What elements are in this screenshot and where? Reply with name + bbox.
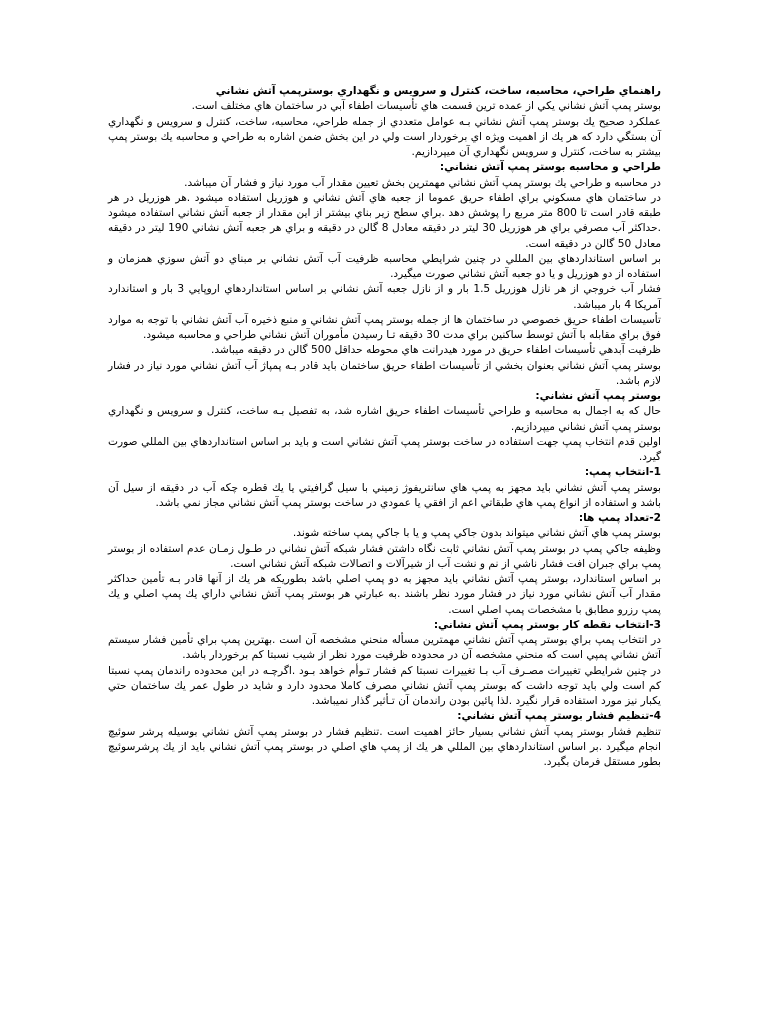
- design-paragraph-2: در ساختمان هاي مسكوني براي اطفاء حريق عموما از جعبه هاي آتش نشاني و هوزريل استفاده ميشود .هر هوزريل در هر طبقه قادر است تا 800 متر مربع را پوشش دهد .براي سطح زير بناي بيشتر از اين مقدار از جعبه آتش نشاني استفاده ميشود .حداكثر آب مصرفي براي هر هوزريل 30 ليتر در دقيقه معادل 8 گالن در دقيقه و براي هر جعبه آتش نشاني 190 ليتر در دقيقه معادل 50 گالن در دقيقه است.: [108, 191, 662, 250]
- intro-paragraph-2: عملكرد صحيح يك بوستر پمپ آتش نشاني بـه عوامل متعددي از جمله طراحي، محاسبه، ساخت، كنترل و سرويس و نگهداري آن بستگي دارد كه هر يك از اهميت ويژه اي برخوردار است ولي در اين بخش ضمن اشاره به طراحي و محاسبه يك بوستر پمپ بيشتر به ساخت، كنترل و سرويس نگهداري آن ميپردازيم.: [108, 115, 661, 158]
- section-heading-design: طراحي و محاسبه بوستر پمپ آتش نشاني:: [439, 161, 661, 174]
- subheading-pressure-setting: 4-تنظيم فشار بوستر پمپ آتش نشاني:: [457, 710, 661, 723]
- pump-count-paragraph-1: بوستر پمپ هاي آتش نشاني ميتواند بدون جاكي پمپ و يا با جاكي پمپ ساخته شوند.: [292, 527, 661, 540]
- design-paragraph-7: بوستر پمپ آتش نشاني بعنوان بخشي از تأسيسات اطفاء حريق ساختمان بايد قادر بـه پمپاژ آب آتش نشاني مورد نياز در فشار لازم باشد.: [108, 359, 661, 387]
- section-heading-booster: بوستر پمپ آتش نشاني:: [535, 390, 661, 402]
- document-page: [108, 84, 661, 770]
- intro-paragraph-1: بوستر پمپ آتش نشاني يكي از عمده ترين قسمت هاي تأسيسات اطفاء آبي در ساختمان هاي مختلف است.: [191, 100, 661, 113]
- design-paragraph-1: در محاسبه و طراحي يك بوستر پمپ آتش نشاني مهمترين بخش تعيين مقدار آب مورد نياز و فشار آن ميباشد.: [184, 176, 661, 189]
- design-paragraph-6: ظرفيت آبدهي تأسيسات اطفاء حريق در مورد هيدرانت هاي محوطه حداقل 500 گالن در دقيقه ميباشد.: [210, 344, 661, 357]
- document-title: راهنماي طراحي، محاسبه، ساخت، كنترل و سرويس و نگهداري بوسترپمپ آتش نشاني: [215, 85, 661, 97]
- pump-count-paragraph-2: وظيفه جاكي پمپ در بوستر پمپ آتش نشاني ثابت نگاه داشتن فشار شبكه آتش نشاني در طـول زمـان عدم استفاده از بوستر پمپ براي جبران افت فشار ناشي از نم و نشت آب از شيرآلات و اتصالات شبكه آتش نشاني است.: [108, 542, 661, 570]
- subheading-duty-point: 3-انتخاب نقطه كار بوستر پمپ آتش نشاني:: [433, 618, 661, 631]
- duty-point-paragraph-2: در چنين شرايطي تغييرات مصـرف آب بـا تغييرات نسبتا كم فشار تـوأم خواهد بـود .اگرچـه در اين محدوده راندمان پمپ نسبتا كم است ولي بايد توجه داشت كه بوستر پمپ آتش نشاني مصرف كاملا محدود دارد و شايد در طول عمر يك ساختمان حتي يكبار نيز مورد استفاده قرار نگيرد .لذا پائين بودن راندمان آن تـأثير گذار نميباشد.: [108, 664, 661, 707]
- subheading-pump-count: 2-تعداد پمپ ها:: [578, 512, 661, 524]
- design-paragraph-3: بر اساس استانداردهاي بين المللي در چنين شرايطي محاسبه ظرفيت آب آتش نشاني بر مبناي دو آتش سوزي همزمان و استفاده از دو هوزريل و يا دو جعبه آتش نشاني صورت ميگيرد.: [108, 252, 661, 280]
- pump-count-paragraph-3: بر اساس استاندارد، بوستر پمپ آتش نشاني بايد مجهز به دو پمپ اصلي باشد بطوريكه هر يك از آنها قادر بـه تأمين حداكثر مقدار آب آتش نشاني مورد نياز در فشار مورد نظر باشند .به عبارتي هر بوستر پمپ آتش نشاني داراي يك پمپ اصلي و يك پمپ رزرو مطابق با مشخصات پمپ اصلي است.: [108, 573, 661, 616]
- pump-selection-paragraph: بوستر پمپ آتش نشاني بايد مجهز به پمپ هاي سانتريفوژ زميني با سيل گرافيتي يا يك قطره چكه آب در دقيقه از سيل آن باشد و استفاده از انواع پمپ هاي طبقاتي اعم از افقي يا عمودي در ساخت بوستر پمپ آتش نشاني مجاز نمي باشد.: [108, 481, 661, 509]
- design-paragraph-4: فشار آب خروجي از هر نازل هوزريل 1.5 بار و از نازل جعبه آتش نشاني بر اساس استانداردهاي اروپايي 3 بار و استاندارد آمريكا 4 بار ميباشد.: [108, 283, 661, 311]
- booster-paragraph-2: اولين قدم انتخاب پمپ جهت استفاده در ساخت بوستر پمپ آتش نشاني است و بايد بر اساس استانداردهاي بين المللي صورت گيرد.: [108, 435, 661, 463]
- pressure-setting-paragraph: تنظيم فشار بوستر پمپ آتش نشاني بسيار حائز اهميت است .تنظيم فشار در بوستر پمپ آتش نشاني بوسيله پرشر سوئيچ انجام ميگيرد .بر اساس استانداردهاي بين المللي هر يك از پمپ هاي اصلي در بوستر پمپ آتش نشاني بايد از يك پرشرسوئيچ بطور مستقل فرمان بگيرد.: [108, 725, 661, 768]
- subheading-pump-selection: 1-انتخاب پمپ:: [584, 466, 661, 479]
- design-paragraph-5: تأسيسات اطفاء حريق خصوصي در ساختمان ها از جمله بوستر پمپ آتش نشاني و منبع ذخيره آب آتش نشاني با توجه به موارد فوق براي مقابله با آتش توسط ساكنين براي مدت 30 دقيقه تـا رسيدن مأموران آتش نشاني طراحي و محاسبه ميشود.: [108, 313, 661, 341]
- booster-paragraph-1: حال كه به اجمال به محاسبه و طراحي تأسيسات اطفاء حريق اشاره شد، به تفصيل بـه ساخت، كنترل و سرويس و نگهداري بوستر پمپ آتش نشاني ميپردازيم.: [108, 405, 661, 433]
- duty-point-paragraph-1: در انتخاب پمپ براي بوستر پمپ آتش نشاني مهمترين مسأله منحني مشخصه آن است .بهترين پمپ براي تأمين فشار سيستم آتش نشاني پمپي است كه منحني مشخصه آن در محدوده ظرفيت مورد نظر از شيب نسبتا كم برخوردار باشد.: [108, 634, 661, 662]
